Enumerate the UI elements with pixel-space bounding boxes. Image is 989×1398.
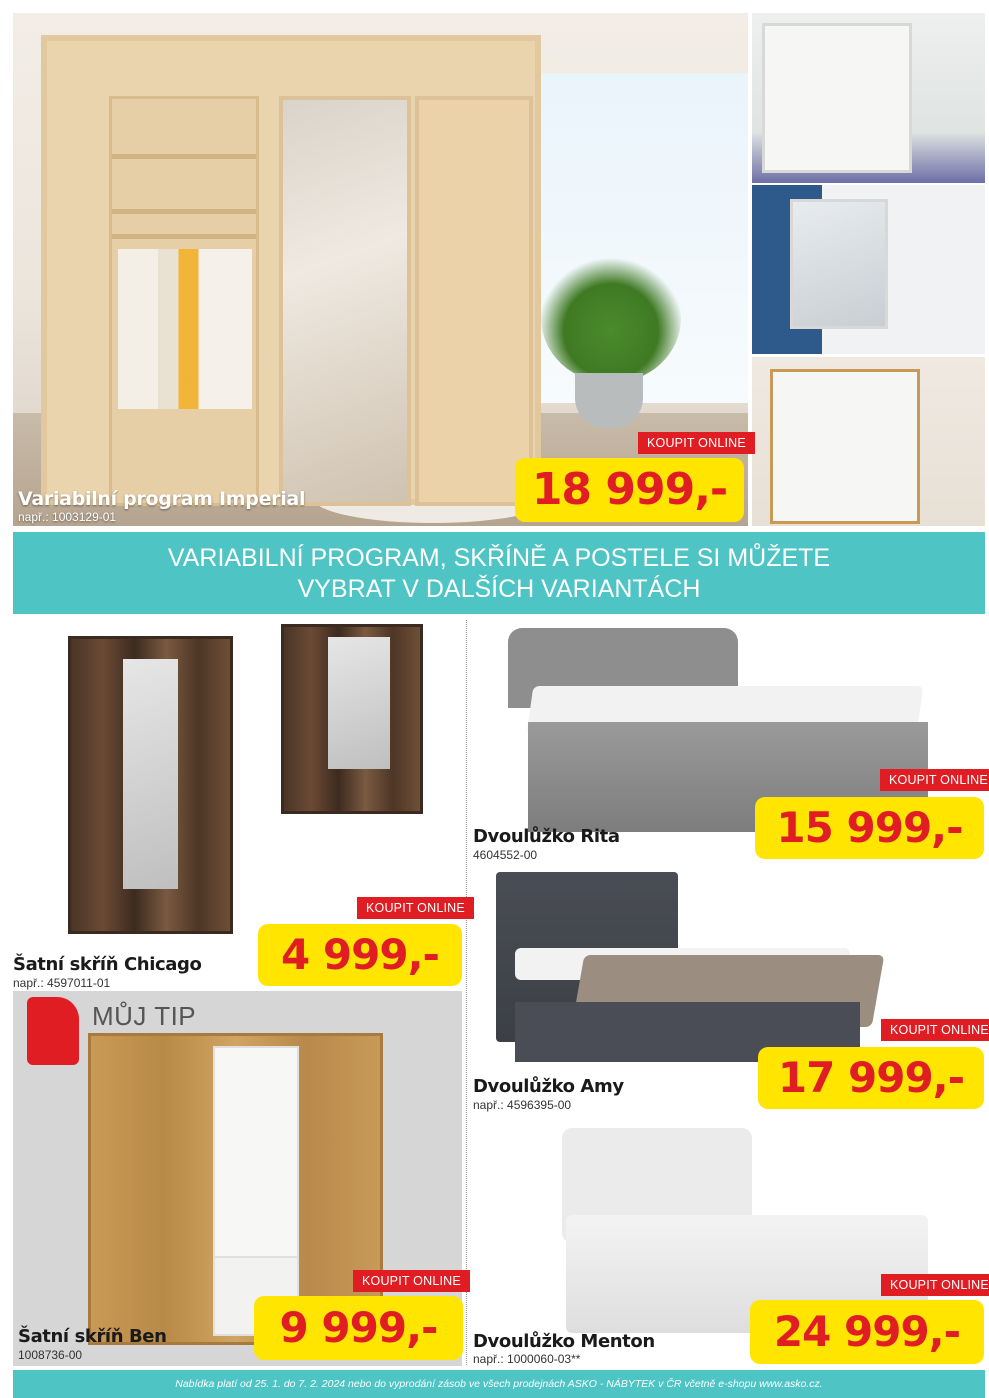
buy-online-button-rita[interactable]: KOUPIT ONLINE (880, 769, 989, 791)
side-image-oak-wardrobe (752, 357, 985, 526)
hero-title: Variabilní program Imperial (18, 488, 306, 510)
code-amy: např.: 4596395-00 (473, 1098, 572, 1112)
title-rita: Dvoulůžko Rita (473, 826, 620, 847)
wood-door (415, 96, 533, 506)
wardrobe-chicago-variant-image (281, 624, 423, 814)
wardrobe-oak-white (770, 369, 920, 524)
tip-label: MŮJ TIP (92, 1001, 197, 1031)
wardrobe-mirror (790, 199, 888, 329)
wardrobe-chicago-variant-mirror (328, 637, 390, 769)
wardrobe-white (762, 23, 912, 173)
hero-code: např.: 1003129-01 (18, 510, 117, 524)
title-ben: Šatní skříň Ben (18, 1326, 167, 1347)
banner-line-2: VYBRAT V DALŠÍCH VARIANTÁCH (297, 575, 701, 603)
price-chicago: 4 999,- (258, 924, 462, 986)
buy-online-button-ben[interactable]: KOUPIT ONLINE (353, 1270, 470, 1292)
wardrobe-open-section (109, 96, 259, 506)
plant (541, 253, 681, 383)
code-ben: 1008736-00 (18, 1348, 83, 1362)
code-menton: např.: 1000060-03** (473, 1352, 581, 1366)
buy-online-button-menton[interactable]: KOUPIT ONLINE (881, 1274, 989, 1296)
price-menton: 24 999,- (750, 1300, 984, 1364)
footer-disclaimer: Nabídka platí od 25. 1. do 7. 2. 2024 nebo do vyprodání zásob ve všech prodejnách ASKO - NÁBYTEK v ČR včetně e-shopu www.asko.cz. (13, 1370, 985, 1398)
shelf (112, 154, 256, 159)
buy-online-button-imperial[interactable]: KOUPIT ONLINE (638, 432, 755, 454)
price-imperial: 18 999,- (515, 458, 744, 522)
wardrobe-imperial (41, 35, 541, 505)
mascot-icon (27, 997, 79, 1065)
column-divider (466, 620, 467, 1365)
title-amy: Dvoulůžko Amy (473, 1076, 624, 1097)
buy-online-button-amy[interactable]: KOUPIT ONLINE (881, 1019, 989, 1041)
title-menton: Dvoulůžko Menton (473, 1331, 655, 1352)
hanging-clothes (118, 249, 252, 409)
price-rita: 15 999,- (755, 797, 984, 859)
banner-line-1: VARIABILNÍ PROGRAM, SKŘÍNĚ A POSTELE SI MŮŽETE (167, 544, 831, 572)
wardrobe-ben-white-doors (213, 1046, 299, 1266)
side-image-mirror-wardrobe (752, 185, 985, 354)
plant-pot (575, 373, 643, 428)
clothes-rail (112, 234, 256, 239)
variant-banner (13, 532, 985, 614)
shelf (112, 209, 256, 214)
wardrobe-chicago-mirror (123, 659, 178, 889)
wardrobe-chicago-image (68, 636, 233, 934)
code-chicago: např.: 4597011-01 (13, 976, 111, 990)
title-chicago: Šatní skříň Chicago (13, 954, 202, 975)
price-ben: 9 999,- (254, 1296, 463, 1360)
price-amy: 17 999,- (758, 1047, 984, 1109)
side-image-white-wardrobe (752, 13, 985, 183)
mirror-door (279, 96, 411, 506)
buy-online-button-chicago[interactable]: KOUPIT ONLINE (357, 897, 474, 919)
code-rita: 4604552-00 (473, 848, 538, 862)
